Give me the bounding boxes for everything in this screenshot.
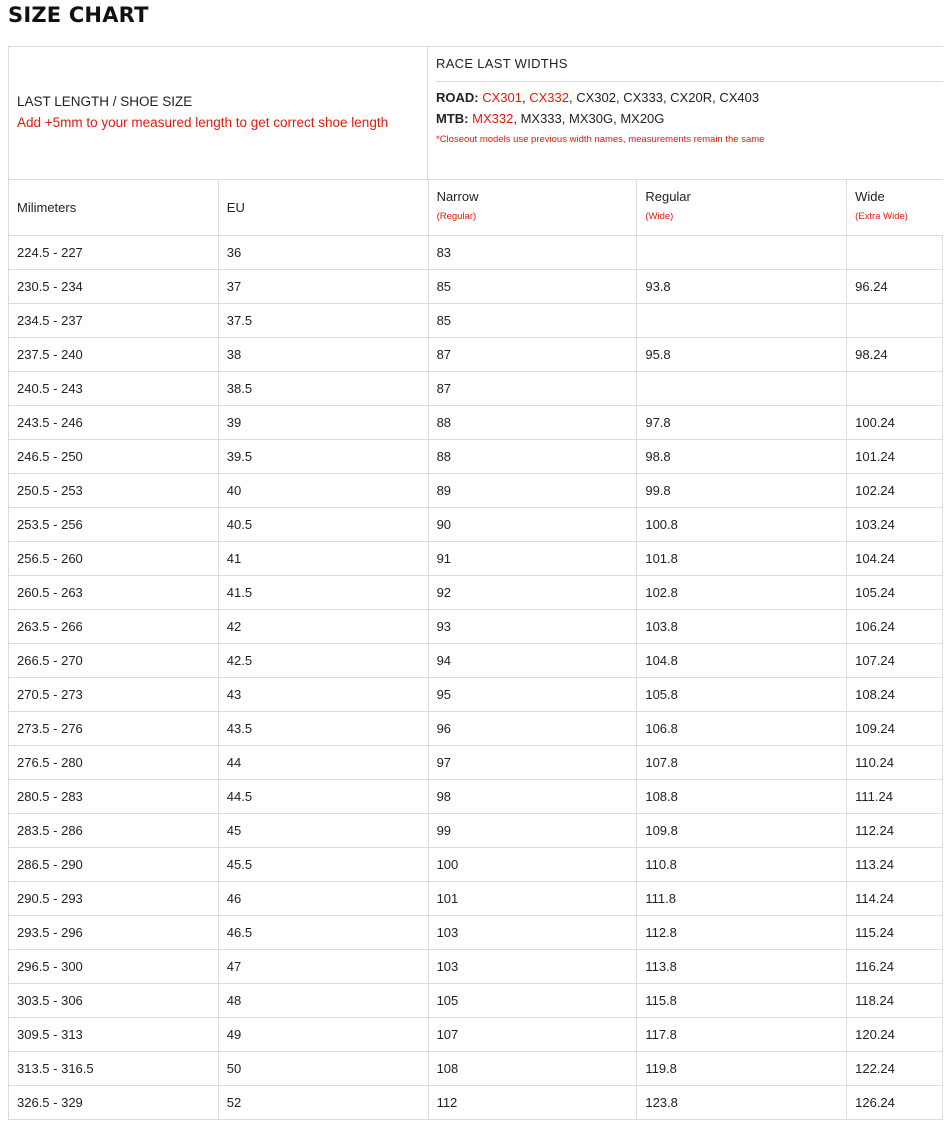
- cell-millimeters: 280.5 - 283: [9, 780, 219, 813]
- cell-narrow: 88: [429, 440, 638, 473]
- cell-wide: 108.24: [847, 678, 943, 711]
- col-header-regular: [637, 180, 847, 235]
- cell-regular: 102.8: [637, 576, 847, 609]
- model-name: CX403: [719, 90, 760, 105]
- cell-regular: 93.8: [637, 270, 847, 303]
- cell-narrow: 95: [429, 678, 638, 711]
- model-name: CX332: [529, 90, 569, 105]
- table-row: [9, 610, 943, 644]
- table-row: [9, 372, 943, 406]
- cell-millimeters: 293.5 - 296: [9, 916, 219, 949]
- cell-millimeters: 276.5 - 280: [9, 746, 219, 779]
- cell-millimeters: 303.5 - 306: [9, 984, 219, 1017]
- table-row: [9, 746, 943, 780]
- cell-wide: 112.24: [847, 814, 943, 847]
- col-header-narrow-sub: (Regular): [436, 211, 477, 222]
- model-name: MX333: [520, 111, 562, 126]
- cell-regular: 119.8: [637, 1052, 847, 1085]
- cell-wide: 104.24: [847, 542, 943, 575]
- cell-narrow: 96: [429, 712, 638, 745]
- cell-regular: 111.8: [637, 882, 847, 915]
- road-label: ROAD:: [436, 90, 479, 105]
- cell-regular: 103.8: [637, 610, 847, 643]
- cell-eu: 37.5: [219, 304, 429, 337]
- model-name: CX302: [576, 90, 616, 105]
- cell-eu: 40.5: [219, 508, 429, 541]
- last-length-note: Add +5mm to your measured length to get correct shoe length: [17, 115, 389, 130]
- cell-narrow: 99: [429, 814, 638, 847]
- cell-eu: 40: [219, 474, 429, 507]
- cell-wide: [847, 236, 943, 269]
- cell-wide: [847, 372, 943, 405]
- cell-millimeters: 270.5 - 273: [9, 678, 219, 711]
- race-last-widths-title: RACE LAST WIDTHS: [436, 56, 943, 82]
- cell-millimeters: 283.5 - 286: [9, 814, 219, 847]
- cell-millimeters: 326.5 - 329: [9, 1086, 219, 1119]
- col-header-wide-label: Wide: [855, 189, 885, 204]
- cell-millimeters: 313.5 - 316.5: [9, 1052, 219, 1085]
- table-row: [9, 814, 943, 848]
- cell-millimeters: 309.5 - 313: [9, 1018, 219, 1051]
- cell-regular: 107.8: [637, 746, 847, 779]
- cell-wide: 110.24: [847, 746, 943, 779]
- table-row: [9, 1018, 943, 1052]
- cell-regular: 110.8: [637, 848, 847, 881]
- cell-regular: 105.8: [637, 678, 847, 711]
- cell-wide: 115.24: [847, 916, 943, 949]
- cell-narrow: 87: [429, 338, 638, 371]
- cell-eu: 36: [219, 236, 429, 269]
- model-name: CX301: [482, 90, 522, 105]
- last-length-header: [9, 47, 428, 179]
- cell-regular: 112.8: [637, 916, 847, 949]
- size-chart-table: [8, 46, 943, 1120]
- cell-wide: 102.24: [847, 474, 943, 507]
- cell-narrow: 94: [429, 644, 638, 677]
- model-name: MX20G: [620, 111, 665, 126]
- cell-millimeters: 230.5 - 234: [9, 270, 219, 303]
- closeout-note: *Closeout models use previous width names, measurements remain the same: [436, 134, 765, 145]
- cell-millimeters: 253.5 - 256: [9, 508, 219, 541]
- cell-regular: 104.8: [637, 644, 847, 677]
- cell-narrow: 93: [429, 610, 638, 643]
- table-row: [9, 882, 943, 916]
- cell-narrow: 112: [429, 1086, 638, 1119]
- cell-wide: 120.24: [847, 1018, 943, 1051]
- table-body: [8, 236, 943, 1120]
- cell-wide: 101.24: [847, 440, 943, 473]
- cell-wide: 103.24: [847, 508, 943, 541]
- cell-wide: 109.24: [847, 712, 943, 745]
- cell-regular: 99.8: [637, 474, 847, 507]
- cell-narrow: 98: [429, 780, 638, 813]
- cell-eu: 41.5: [219, 576, 429, 609]
- cell-eu: 39: [219, 406, 429, 439]
- cell-narrow: 105: [429, 984, 638, 1017]
- table-row: [9, 338, 943, 372]
- cell-regular: 98.8: [637, 440, 847, 473]
- cell-regular: 109.8: [637, 814, 847, 847]
- table-row: [9, 984, 943, 1018]
- cell-wide: 96.24: [847, 270, 943, 303]
- cell-eu: 38.5: [219, 372, 429, 405]
- table-row: [9, 678, 943, 712]
- table-row: [9, 270, 943, 304]
- cell-millimeters: 290.5 - 293: [9, 882, 219, 915]
- cell-eu: 42: [219, 610, 429, 643]
- cell-narrow: 103: [429, 950, 638, 983]
- cell-wide: 118.24: [847, 984, 943, 1017]
- column-header-row: [8, 180, 943, 236]
- cell-regular: 95.8: [637, 338, 847, 371]
- cell-wide: 100.24: [847, 406, 943, 439]
- model-name: CX333: [623, 90, 663, 105]
- col-header-regular-sub: (Wide): [645, 211, 674, 222]
- cell-narrow: 89: [429, 474, 638, 507]
- cell-eu: 45: [219, 814, 429, 847]
- cell-millimeters: 266.5 - 270: [9, 644, 219, 677]
- cell-regular: 97.8: [637, 406, 847, 439]
- cell-eu: 43: [219, 678, 429, 711]
- cell-eu: 49: [219, 1018, 429, 1051]
- col-header-millimeters: Milimeters: [9, 180, 219, 235]
- table-row: [9, 848, 943, 882]
- cell-eu: 46.5: [219, 916, 429, 949]
- table-row: [9, 508, 943, 542]
- col-header-regular-label: Regular: [645, 189, 691, 204]
- table-row: [9, 780, 943, 814]
- cell-eu: 50: [219, 1052, 429, 1085]
- cell-eu: 47: [219, 950, 429, 983]
- cell-narrow: 87: [429, 372, 638, 405]
- table-row: [9, 1086, 943, 1120]
- cell-regular: 123.8: [637, 1086, 847, 1119]
- cell-eu: 44: [219, 746, 429, 779]
- cell-millimeters: 240.5 - 243: [9, 372, 219, 405]
- cell-narrow: 97: [429, 746, 638, 779]
- col-header-narrow-label: Narrow: [436, 189, 479, 204]
- cell-narrow: 92: [429, 576, 638, 609]
- cell-millimeters: 250.5 - 253: [9, 474, 219, 507]
- cell-eu: 41: [219, 542, 429, 575]
- col-header-eu: EU: [219, 180, 429, 235]
- page-title: SIZE CHART: [8, 3, 149, 27]
- cell-regular: [637, 304, 847, 337]
- cell-wide: 98.24: [847, 338, 943, 371]
- cell-eu: 37: [219, 270, 429, 303]
- table-row: [9, 440, 943, 474]
- cell-narrow: 83: [429, 236, 638, 269]
- cell-narrow: 85: [429, 270, 638, 303]
- last-length-title: LAST LENGTH / SHOE SIZE: [17, 94, 193, 109]
- cell-eu: 42.5: [219, 644, 429, 677]
- model-name: MX30G: [569, 111, 614, 126]
- cell-regular: 117.8: [637, 1018, 847, 1051]
- cell-narrow: 85: [429, 304, 638, 337]
- cell-wide: 111.24: [847, 780, 943, 813]
- cell-millimeters: 243.5 - 246: [9, 406, 219, 439]
- race-last-widths-header: [428, 47, 943, 179]
- table-row: [9, 236, 943, 270]
- table-row: [9, 542, 943, 576]
- cell-wide: 126.24: [847, 1086, 943, 1119]
- cell-eu: 38: [219, 338, 429, 371]
- cell-eu: 48: [219, 984, 429, 1017]
- cell-millimeters: 260.5 - 263: [9, 576, 219, 609]
- cell-millimeters: 224.5 - 227: [9, 236, 219, 269]
- model-name: CX20R: [670, 90, 713, 105]
- cell-eu: 45.5: [219, 848, 429, 881]
- cell-regular: 100.8: [637, 508, 847, 541]
- cell-narrow: 100: [429, 848, 638, 881]
- cell-regular: [637, 372, 847, 405]
- cell-millimeters: 263.5 - 266: [9, 610, 219, 643]
- road-models-line: [436, 91, 943, 104]
- cell-regular: 115.8: [637, 984, 847, 1017]
- model-name: MX332: [472, 111, 514, 126]
- table-top-header: [8, 46, 943, 180]
- table-row: [9, 406, 943, 440]
- cell-wide: 114.24: [847, 882, 943, 915]
- cell-narrow: 108: [429, 1052, 638, 1085]
- table-row: [9, 644, 943, 678]
- cell-narrow: 101: [429, 882, 638, 915]
- road-models-list: CX301, CX332, CX302, CX333, CX20R, CX403: [482, 90, 760, 105]
- table-row: [9, 474, 943, 508]
- cell-millimeters: 234.5 - 237: [9, 304, 219, 337]
- cell-narrow: 107: [429, 1018, 638, 1051]
- mtb-models-line: [436, 112, 943, 125]
- cell-narrow: 91: [429, 542, 638, 575]
- cell-eu: 39.5: [219, 440, 429, 473]
- table-row: [9, 576, 943, 610]
- cell-narrow: 88: [429, 406, 638, 439]
- cell-narrow: 103: [429, 916, 638, 949]
- table-row: [9, 916, 943, 950]
- col-header-wide: [847, 180, 943, 235]
- cell-wide: 116.24: [847, 950, 943, 983]
- cell-millimeters: 256.5 - 260: [9, 542, 219, 575]
- cell-wide: 107.24: [847, 644, 943, 677]
- cell-eu: 52: [219, 1086, 429, 1119]
- table-row: [9, 304, 943, 338]
- cell-regular: 108.8: [637, 780, 847, 813]
- cell-millimeters: 273.5 - 276: [9, 712, 219, 745]
- table-row: [9, 950, 943, 984]
- mtb-label: MTB:: [436, 111, 469, 126]
- col-header-wide-sub: (Extra Wide): [855, 211, 908, 222]
- cell-wide: [847, 304, 943, 337]
- cell-eu: 43.5: [219, 712, 429, 745]
- cell-wide: 113.24: [847, 848, 943, 881]
- cell-regular: 113.8: [637, 950, 847, 983]
- cell-narrow: 90: [429, 508, 638, 541]
- cell-wide: 105.24: [847, 576, 943, 609]
- table-row: [9, 712, 943, 746]
- table-row: [9, 1052, 943, 1086]
- cell-millimeters: 237.5 - 240: [9, 338, 219, 371]
- cell-millimeters: 296.5 - 300: [9, 950, 219, 983]
- cell-wide: 122.24: [847, 1052, 943, 1085]
- cell-regular: 106.8: [637, 712, 847, 745]
- cell-regular: 101.8: [637, 542, 847, 575]
- cell-eu: 46: [219, 882, 429, 915]
- cell-millimeters: 246.5 - 250: [9, 440, 219, 473]
- cell-regular: [637, 236, 847, 269]
- mtb-models-list: MX332, MX333, MX30G, MX20G: [472, 111, 665, 126]
- cell-millimeters: 286.5 - 290: [9, 848, 219, 881]
- cell-eu: 44.5: [219, 780, 429, 813]
- col-header-narrow: [429, 180, 638, 235]
- cell-wide: 106.24: [847, 610, 943, 643]
